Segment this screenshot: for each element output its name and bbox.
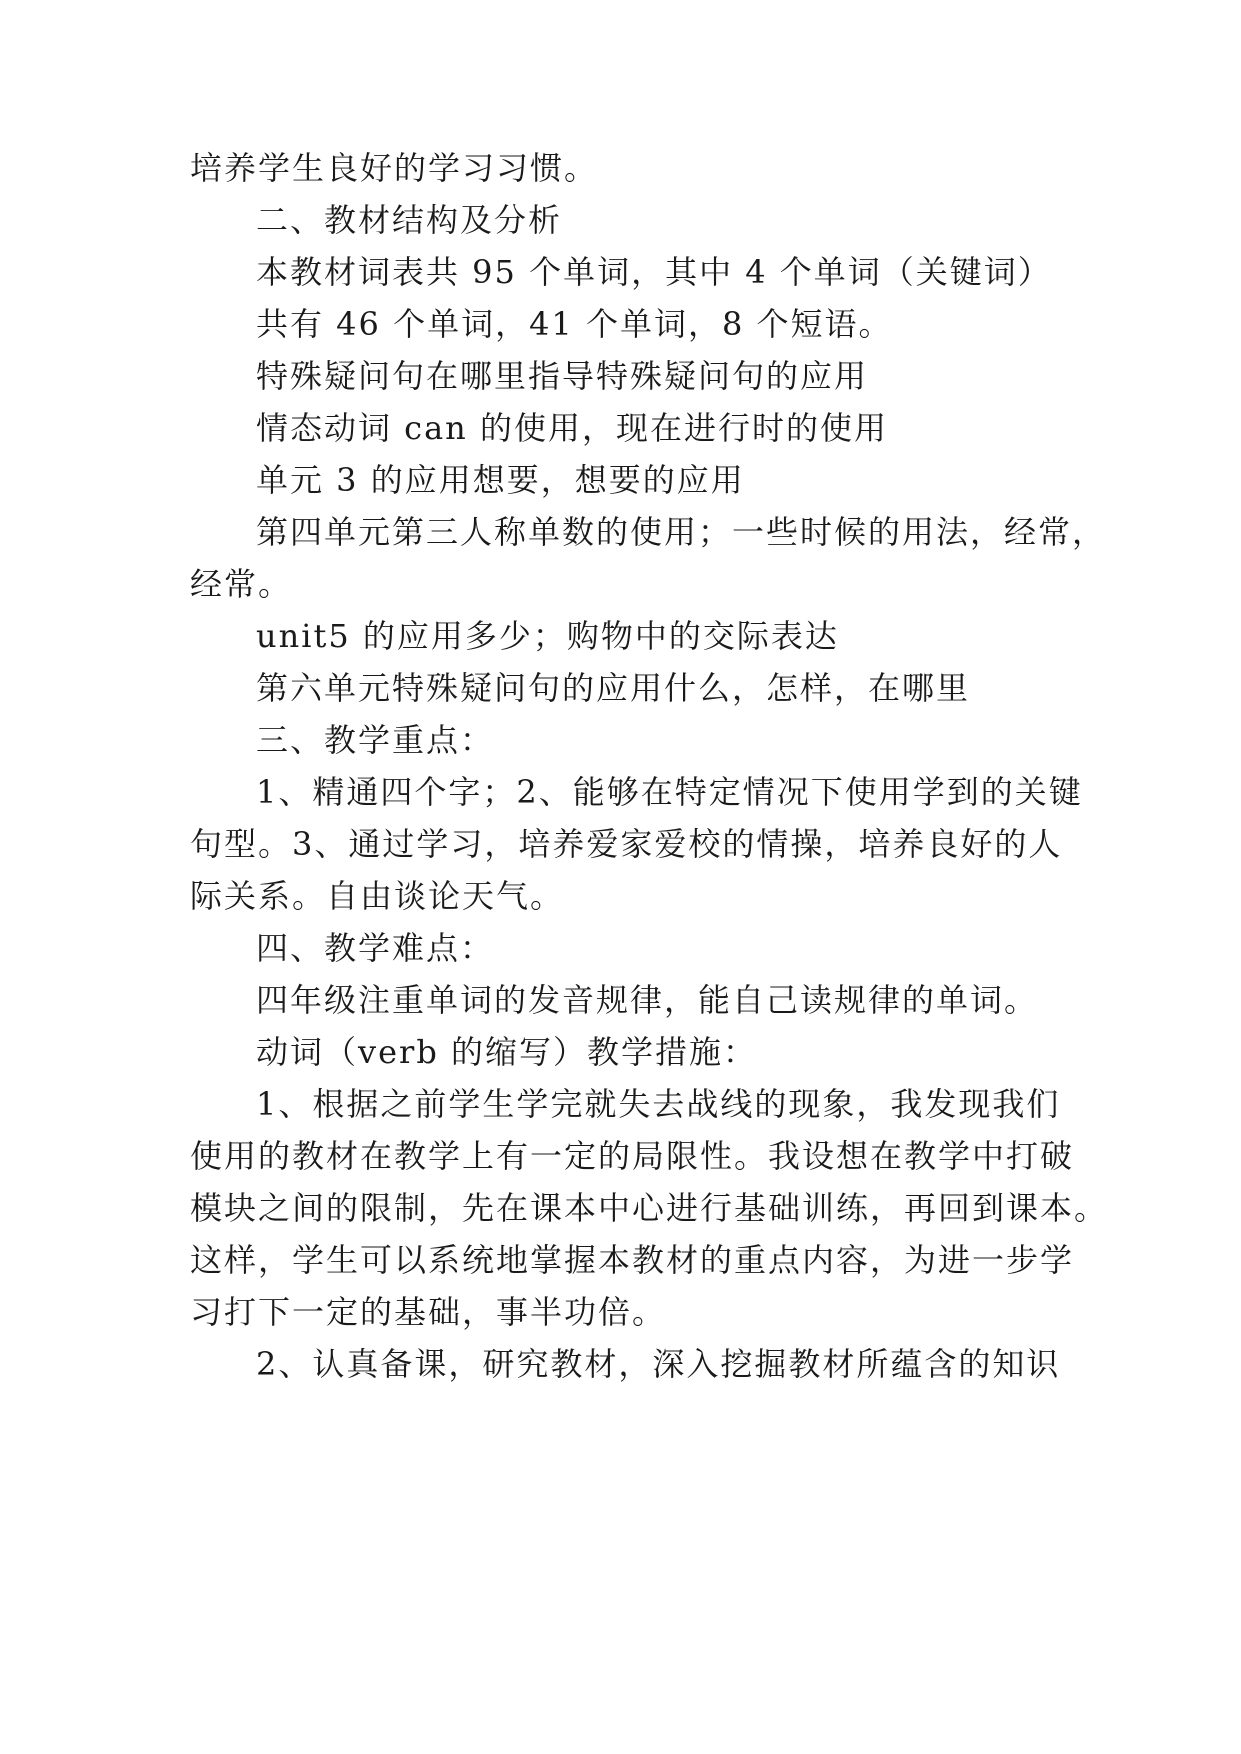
- paragraph-line: 2、认真备课，研究教材，深入挖掘教材所蕴含的知识: [256, 1345, 1061, 1383]
- paragraph-line: 习打下一定的基础，事半功倍。: [190, 1293, 667, 1331]
- paragraph-line: 模块之间的限制，先在课本中心进行基础训练，再回到课本。: [190, 1189, 1109, 1227]
- paragraph-line: 特殊疑问句在哪里指导特殊疑问句的应用: [256, 357, 869, 395]
- paragraph-line: 际关系。自由谈论天气。: [190, 877, 565, 915]
- paragraph-line: 培养学生良好的学习习惯。: [190, 149, 599, 187]
- paragraph-line: 单元 3 的应用想要，想要的应用: [256, 461, 745, 499]
- section-heading: 四、教学难点：: [256, 929, 495, 967]
- paragraph-line: 共有 46 个单词，41 个单词，8 个短语。: [256, 305, 893, 343]
- paragraph-line: 经常。: [190, 565, 293, 603]
- paragraph-line: 这样，学生可以系统地掌握本教材的重点内容，为进一步学: [190, 1241, 1075, 1279]
- paragraph-line: unit5 的应用多少；购物中的交际表达: [256, 617, 839, 655]
- paragraph-line: 第四单元第三人称单数的使用；一些时候的用法，经常，: [256, 513, 1107, 551]
- paragraph-line: 第六单元特殊疑问句的应用什么，怎样，在哪里: [256, 669, 971, 707]
- paragraph-line: 使用的教材在教学上有一定的局限性。我设想在教学中打破: [190, 1137, 1075, 1175]
- paragraph-line: 本教材词表共 95 个单词，其中 4 个单词（关键词）: [256, 253, 1052, 291]
- paragraph-line: 1、精通四个字；2、能够在特定情况下使用学到的关键: [256, 773, 1083, 811]
- paragraph-line: 情态动词 can 的使用，现在进行时的使用: [256, 409, 888, 447]
- paragraph-line: 句型。3、通过学习，培养爱家爱校的情操，培养良好的人: [190, 825, 1063, 863]
- paragraph-line: 四年级注重单词的发音规律，能自己读规律的单词。: [256, 981, 1039, 1019]
- section-heading: 三、教学重点：: [256, 721, 495, 759]
- section-heading: 二、教材结构及分析: [256, 201, 563, 239]
- paragraph-line: 动词（verb 的缩写）教学措施：: [256, 1033, 757, 1071]
- paragraph-line: 1、根据之前学生学完就失去战线的现象，我发现我们: [256, 1085, 1061, 1123]
